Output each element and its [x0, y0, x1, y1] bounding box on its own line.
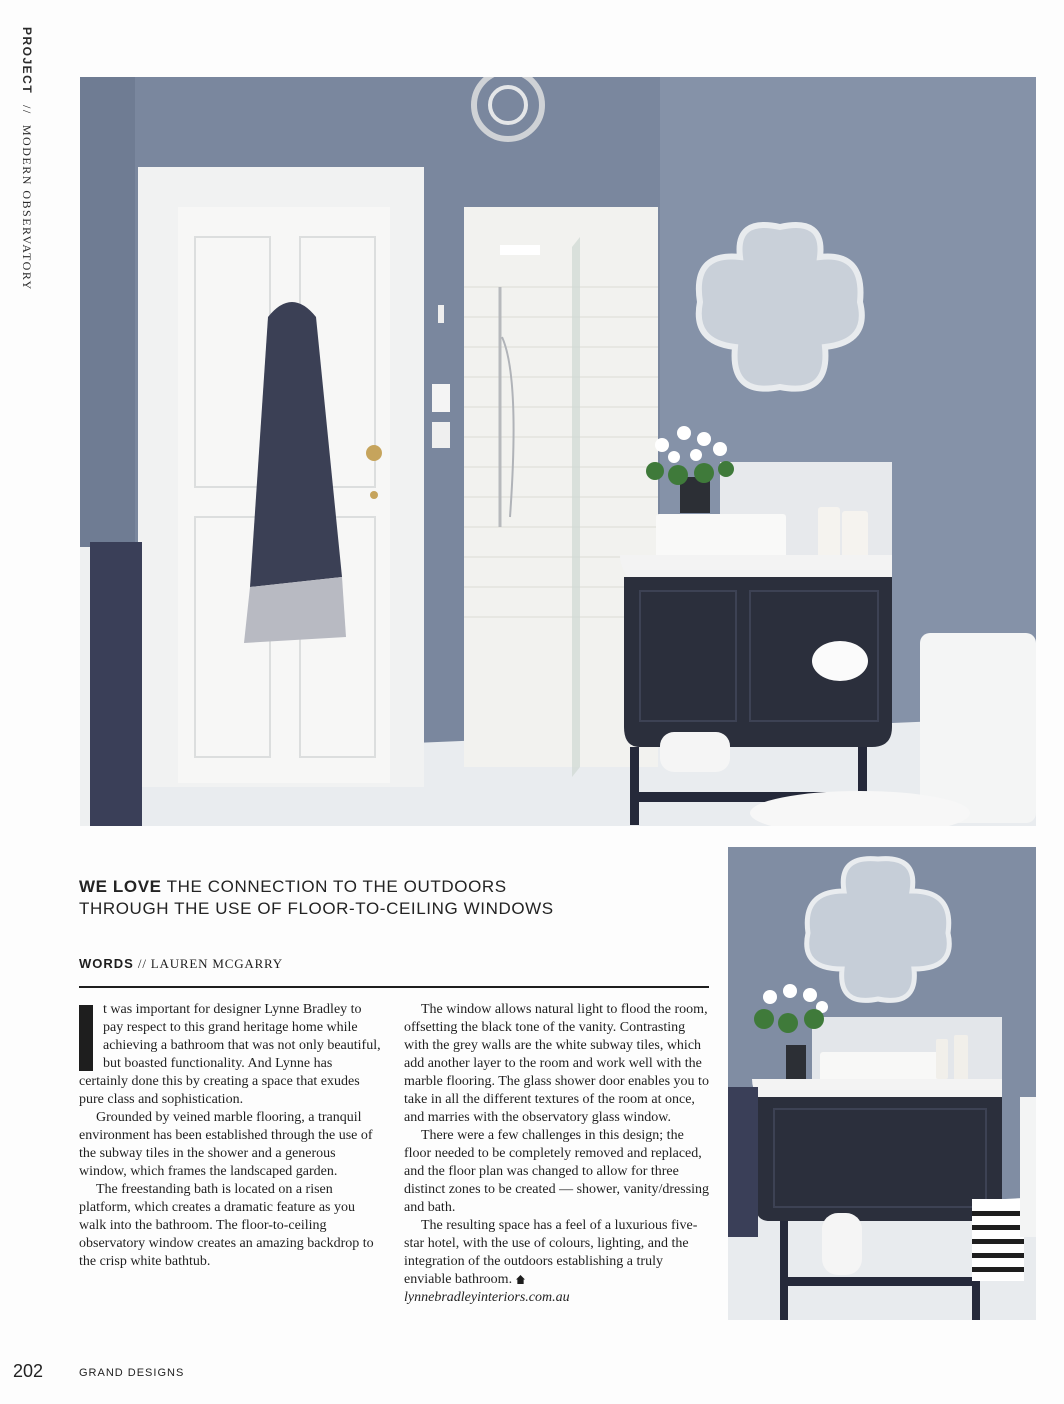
pull-quote-line-2: THROUGH THE USE OF FLOOR-TO-CEILING WINDOWS: [79, 899, 554, 918]
main-bathroom-photo: [80, 77, 1036, 826]
article-paragraph: Grounded by veined marble flooring, a tranquil environment has been established through the use of the subway tiles in the shower and a generous window, which frames the landscaped garden.: [79, 1110, 373, 1179]
drop-cap-i: [79, 1005, 93, 1071]
byline-label: WORDS: [79, 956, 134, 971]
article-paragraph: The freestanding bath is located on a risen platform, which creates a dramatic feature as you walk into the bathroom. The floor-to-ceiling observatory window creates an amazing backdrop to the crisp white bathtub.: [79, 1182, 374, 1269]
article-paragraph: t was important for designer Lynne Bradley to pay respect to this grand heritage home while achieving a bathroom that was not only beautiful, but boasted functionality. And Lynne has certainly done this by creating a space that exudes pure class and sophistication.: [79, 1002, 381, 1107]
article-column-right: [404, 1001, 710, 1307]
article-paragraph: The resulting space has a feel of a luxurious five-star hotel, with the use of colours, lighting, and the integration of the outdoors establishing a truly enviable bathroom. lynnebradleyinteriors.com.au: [404, 1218, 698, 1305]
vanity-detail-photo: [728, 847, 1036, 1320]
designer-website-link[interactable]: lynnebradleyinteriors.com.au: [404, 1290, 570, 1305]
article-paragraph: There were a few challenges in this design; the floor needed to be completely removed and replaced, and the floor plan was changed to allow for three distinct zones to be created — shower, vanity/dressing and bath.: [404, 1128, 710, 1215]
article-column-left: [79, 1001, 383, 1271]
house-end-icon: [516, 1275, 525, 1284]
byline-separator: //: [137, 956, 147, 971]
byline-author: LAUREN MCGARRY: [150, 956, 283, 971]
section-title: MODERN OBSERVATORY: [20, 124, 34, 291]
section-name: PROJECT: [20, 27, 34, 95]
page-number: 202: [13, 1361, 44, 1381]
article-paragraph: The window allows natural light to flood the room, offsetting the black tone of the vanity. Contrasting with the grey walls are the white subway tiles, which add another layer to the room and work well with the marble flooring. The glass shower door enables you to take in all the different textures of the room at once, and marries with the observatory glass window.: [404, 1002, 709, 1125]
byline-rule: [79, 986, 709, 988]
pull-quote: [79, 876, 699, 920]
pull-quote-line-1: THE CONNECTION TO THE OUTDOORS: [166, 877, 507, 896]
byline: [79, 956, 283, 972]
section-separator: //: [20, 104, 34, 115]
section-label: [19, 27, 34, 291]
magazine-name: GRAND DESIGNS: [79, 1367, 185, 1379]
pull-quote-lead: WE LOVE: [79, 877, 162, 896]
